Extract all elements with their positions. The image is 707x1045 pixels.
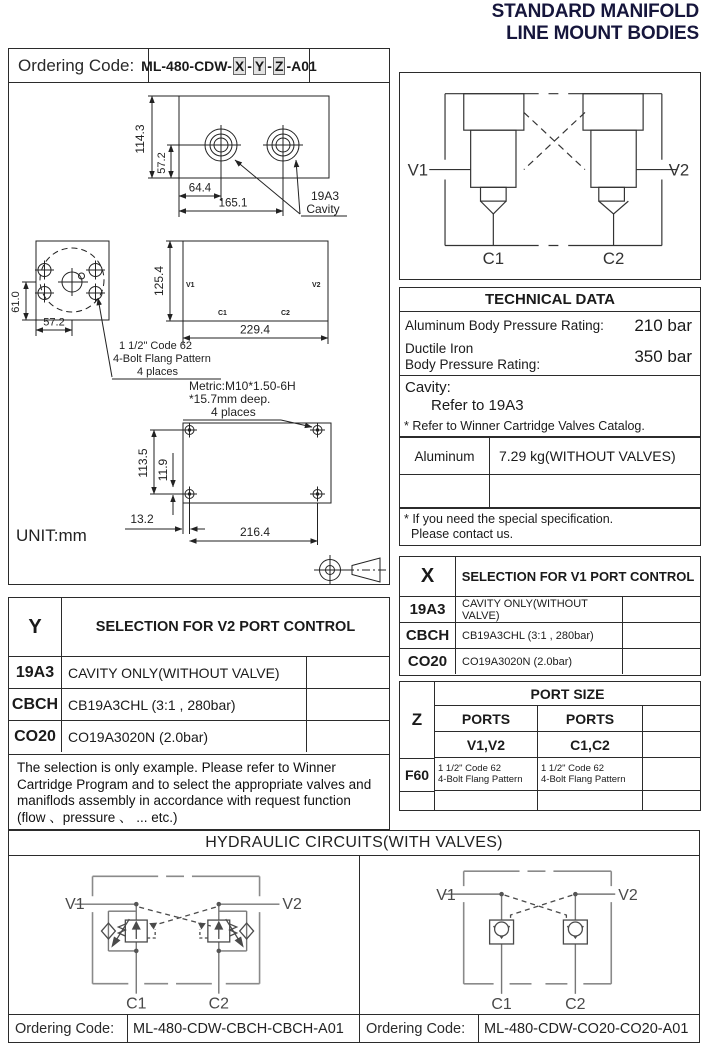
y-row-desc: CAVITY ONLY(WITHOUT VALVE) xyxy=(62,657,307,688)
page-title-line2: LINE MOUNT BODIES xyxy=(506,23,699,44)
ordering-code-x: X xyxy=(234,57,245,74)
x-row-code: CO20 xyxy=(400,649,456,674)
z-empty-cell xyxy=(643,706,700,731)
y-row-code: CO20 xyxy=(9,721,62,752)
cbch-port-c1: C1 xyxy=(126,995,147,1013)
left-cartridge xyxy=(464,94,524,246)
weight-row-empty xyxy=(400,474,700,507)
bottom-view-drawing xyxy=(125,379,331,545)
hydraulic-circuits-panel xyxy=(8,830,700,1043)
circuit-ordering-rows xyxy=(9,1014,699,1042)
x-table-key: X xyxy=(400,557,456,596)
third-angle-projection-icon xyxy=(314,555,386,584)
metric-note-line2: *15.7mm deep. xyxy=(189,392,271,406)
front-view-port-v1: V1 xyxy=(186,282,195,289)
z-main-column xyxy=(435,682,700,810)
f60-c-ports xyxy=(538,758,643,790)
weight-row xyxy=(400,438,700,474)
co20-circuit-diagram xyxy=(360,856,697,1013)
manifold-outline xyxy=(445,94,662,246)
y-row-empty xyxy=(307,657,389,688)
ductile-rating-label xyxy=(405,341,540,373)
aluminum-rating-row xyxy=(400,312,700,339)
mounting-holes xyxy=(182,423,325,502)
special-spec-note-line1: * If you need the special specification. xyxy=(404,512,614,526)
dim-114-3: 114.3 xyxy=(133,124,147,154)
dimension-drawings-panel xyxy=(8,48,390,585)
co20-circuit-panel xyxy=(360,856,699,1014)
cbch-ordering-code: ML-480-CDW-CBCH-CBCH-A01 xyxy=(133,1020,344,1037)
co20-ordering-row xyxy=(360,1015,699,1042)
ordering-code-y: Y xyxy=(254,57,265,74)
x-row-code: 19A3 xyxy=(400,597,456,622)
cbch-ordering-row xyxy=(9,1015,360,1042)
left-pilot-check-valve xyxy=(490,920,514,944)
x-table-title: SELECTION FOR V1 PORT CONTROL xyxy=(461,569,695,584)
x-row-desc: CAVITY ONLY(WITHOUT VALVE) xyxy=(456,597,623,622)
x-row-code: CBCH xyxy=(400,623,456,648)
y-row-empty xyxy=(307,689,389,720)
front-view-port-v2: V2 xyxy=(312,282,321,289)
z-empty-cell xyxy=(435,791,538,810)
co20-ordering-label: Ordering Code: xyxy=(360,1015,479,1042)
page-title xyxy=(492,1,699,45)
z-empty-cell xyxy=(538,791,643,810)
f60-v-line1: 1 1/2" Code 62 xyxy=(438,763,502,774)
co20-ordering-code: ML-480-CDW-CO20-CO20-A01 xyxy=(484,1020,689,1037)
schematic-port-v2: V2 xyxy=(668,160,690,180)
circuit-body-outline xyxy=(93,876,260,983)
catalog-note: * Refer to Winner Cartridge Valves Catalog. xyxy=(404,419,645,433)
pilot-cross-lines xyxy=(505,895,573,920)
metric-note-line1: Metric:M10*1.50-6H xyxy=(189,379,296,393)
table-row xyxy=(400,648,700,674)
flange-note-line1: 1 1/2" Code 62 xyxy=(119,340,193,352)
ordering-code-sep1: - xyxy=(247,57,252,74)
cbch-port-v1: V1 xyxy=(65,896,85,914)
f60-row xyxy=(435,758,700,791)
x-row-empty xyxy=(623,623,700,648)
f60-c-line1: 1 1/2" Code 62 xyxy=(541,763,605,774)
z-key-empty xyxy=(400,791,434,810)
table-row xyxy=(400,622,700,648)
dim-165-1: 165.1 xyxy=(218,197,248,210)
z-row-code: F60 xyxy=(400,758,434,791)
weight-material: Aluminum xyxy=(400,438,490,474)
y-table-key: Y xyxy=(9,598,62,656)
dim-113-5: 113.5 xyxy=(136,448,150,478)
aluminum-rating-value: 210 bar xyxy=(634,315,692,335)
y-row-code: 19A3 xyxy=(9,657,62,688)
cbch-port-v2: V2 xyxy=(282,896,302,914)
ductile-rating-value: 350 bar xyxy=(634,347,692,366)
z-empty-cell xyxy=(643,732,700,757)
y-selection-table xyxy=(8,597,390,755)
co20-port-c1: C1 xyxy=(491,995,512,1013)
weight-material-empty xyxy=(400,475,490,507)
y-row-empty xyxy=(307,721,389,752)
right-counterbalance-valve xyxy=(200,919,254,946)
ordering-code-sep2: - xyxy=(267,57,272,74)
y-row-code: CBCH xyxy=(9,689,62,720)
dim-216-4: 216.4 xyxy=(239,525,271,539)
ordering-code-suffix: -A01 xyxy=(286,57,317,74)
special-spec-note xyxy=(400,509,700,542)
dim-57-2-end: 57.2 xyxy=(43,316,65,329)
selection-note: The selection is only example. Please refer to Winner Cartridge Program and to select the appropriate valves and maniflods assembly in accordance with request function (flow 、pressure 、 ... etc.) xyxy=(8,754,390,830)
schematic-port-c2: C2 xyxy=(602,249,625,269)
co20-port-v2: V2 xyxy=(618,887,638,905)
ductile-rating-row xyxy=(400,339,700,376)
dim-125-4: 125.4 xyxy=(152,265,166,297)
port-size-header: PORT SIZE xyxy=(435,682,700,706)
f60-v-line2: 4-Bolt Flang Pattern xyxy=(438,774,523,785)
z-empty-cell xyxy=(643,791,700,810)
x-row-desc: CB19A3CHL (3:1 , 280bar) xyxy=(456,623,623,648)
pilot-cross-lines xyxy=(524,112,585,169)
co20-port-v1: V1 xyxy=(436,887,456,905)
schematic-port-v1: V1 xyxy=(407,160,429,180)
ordering-code-row xyxy=(9,49,389,83)
weight-table xyxy=(400,436,700,509)
circuit-body-outline xyxy=(464,871,612,984)
ports-sub-v: V1,V2 xyxy=(435,732,538,757)
left-counterbalance-valve xyxy=(101,919,155,946)
metric-note-line3: 4 places xyxy=(211,405,256,419)
y-table-title: SELECTION FOR V2 PORT CONTROL xyxy=(95,619,356,635)
cbch-circuit-panel xyxy=(9,856,360,1014)
valve-schematic xyxy=(400,73,699,278)
z-empty-row xyxy=(435,791,700,810)
right-pilot-check-valve xyxy=(563,920,587,944)
cavity-label: Cavity: xyxy=(405,379,451,396)
valve-schematic-panel xyxy=(399,72,701,280)
front-view-port-c1: C1 xyxy=(218,310,227,317)
table-row xyxy=(9,656,389,688)
cavity-callout-line1: 19A3 xyxy=(310,189,340,203)
front-view-drawing xyxy=(152,241,328,344)
ordering-code-prefix: ML-480-CDW- xyxy=(141,57,232,74)
y-row-desc: CB19A3CHL (3:1 , 280bar) xyxy=(62,689,307,720)
technical-data-title: TECHNICAL DATA xyxy=(400,288,700,312)
cbch-port-c2: C2 xyxy=(208,995,229,1013)
ordering-code-value xyxy=(141,49,317,82)
flange-note-line2: 4-Bolt Flang Pattern xyxy=(113,353,211,365)
schematic-port-c1: C1 xyxy=(482,249,505,269)
front-view-port-c2: C2 xyxy=(281,310,290,317)
ports-sub-c: C1,C2 xyxy=(538,732,643,757)
weight-value: 7.29 kg(WITHOUT VALVES) xyxy=(499,448,676,464)
z-key-column xyxy=(400,682,435,810)
ductile-rating-label-line2: Body Pressure Rating: xyxy=(405,357,541,372)
ports-header-c: PORTS xyxy=(538,706,643,731)
cbch-circuit-diagram xyxy=(9,856,358,1013)
dim-11-9: 11.9 xyxy=(156,458,170,482)
special-spec-note-line2: Please contact us. xyxy=(411,527,514,541)
dim-61-0: 61.0 xyxy=(10,291,22,313)
cavity-value: Refer to 19A3 xyxy=(431,397,524,414)
z-table-key: Z xyxy=(411,710,423,729)
ductile-rating-label-line1: Ductile Iron xyxy=(405,341,474,356)
x-row-empty xyxy=(623,597,700,622)
hydraulic-circuits-title: HYDRAULIC CIRCUITS(WITH VALVES) xyxy=(9,831,699,856)
z-port-size-table xyxy=(399,681,701,811)
right-cartridge xyxy=(583,94,643,246)
dimension-drawings xyxy=(9,83,388,584)
ordering-code-empty-cell xyxy=(309,49,389,82)
aluminum-rating-label: Aluminum Body Pressure Rating: xyxy=(405,317,604,333)
unit-label: UNIT:mm xyxy=(16,526,87,545)
ports-header-v: PORTS xyxy=(435,706,538,731)
f60-c-line2: 4-Bolt Flang Pattern xyxy=(541,774,626,785)
table-row xyxy=(9,688,389,720)
y-row-desc: CO19A3020N (2.0bar) xyxy=(62,721,307,752)
x-selection-table xyxy=(399,556,701,676)
x-row-desc: CO19A3020N (2.0bar) xyxy=(456,649,623,674)
flange-note-line3: 4 places xyxy=(137,366,178,378)
table-row xyxy=(400,596,700,622)
dim-229-4: 229.4 xyxy=(239,322,271,337)
ordering-code-z: Z xyxy=(274,57,284,74)
end-view-drawing xyxy=(10,241,221,379)
f60-v-ports xyxy=(435,758,538,790)
cavity-info xyxy=(400,376,700,417)
table-row xyxy=(9,720,389,752)
cavity-callout-line2: Cavity xyxy=(306,202,340,216)
ports-sub-row xyxy=(435,732,700,758)
ports-header-row xyxy=(435,706,700,732)
dim-64-4: 64.4 xyxy=(188,182,212,195)
ordering-code-label: Ordering Code: xyxy=(18,55,135,75)
page-title-line1: STANDARD MANIFOLD xyxy=(491,1,699,22)
circuit-panels xyxy=(9,856,699,1014)
z-empty-cell xyxy=(643,758,700,790)
co20-port-c2: C2 xyxy=(565,995,586,1013)
technical-data-panel xyxy=(399,287,701,546)
dim-57-2-top: 57.2 xyxy=(156,152,168,174)
x-row-empty xyxy=(623,649,700,674)
x-table-header xyxy=(400,557,700,596)
cbch-ordering-label: Ordering Code: xyxy=(9,1015,128,1042)
top-view-drawing xyxy=(133,96,347,217)
y-table-header xyxy=(9,598,389,656)
dim-13-2: 13.2 xyxy=(130,512,154,526)
